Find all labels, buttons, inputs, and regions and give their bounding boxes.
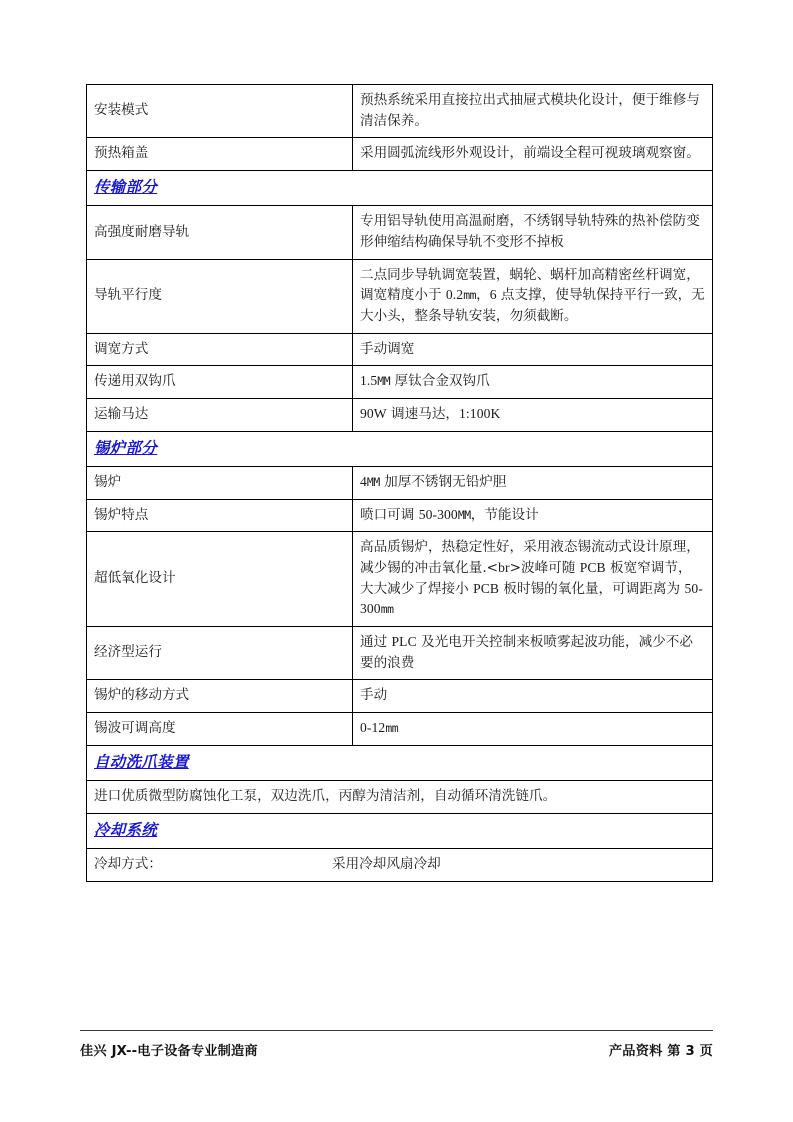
specification-table xyxy=(86,84,713,882)
spec-label-cell: 传递用双钩爪 xyxy=(87,366,353,399)
page-footer xyxy=(80,1030,713,1059)
table-row xyxy=(87,781,713,814)
table-row xyxy=(87,259,713,333)
section-header-cell xyxy=(87,745,713,780)
footer-content xyxy=(80,1040,713,1059)
specification-table-container xyxy=(86,84,712,882)
section-header-cell xyxy=(87,813,713,848)
table-row xyxy=(87,532,713,627)
spec-value-cell: 二点同步导轨调宽装置，蜗轮、蜗杆加高精密丝杆调宽，调宽精度小于 0.2mm，6 点支撑，使导轨保持平行一致，无大小头，整条导轨安装，勿须截断。 xyxy=(353,259,713,333)
spec-value-cell: 预热系统采用直接拉出式抽屉式模块化设计，便于维修与清洁保养。 xyxy=(353,85,713,138)
spec-label-cell: 调宽方式 xyxy=(87,333,353,366)
table-row xyxy=(87,85,713,138)
spec-label-cell: 运输马达 xyxy=(87,398,353,431)
spec-value-cell: 喷口可调 50-300MM，节能设计 xyxy=(353,499,713,532)
spec-value-cell: 高品质锡炉，热稳定性好，采用液态锡流动式设计原理，减少锡的冲击氧化量.<br>波峰可随 PCB 板宽窄调节，大大减少了焊接小 PCB 板时锡的氧化量，可调距离为 50-300mm xyxy=(353,532,713,627)
spec-value-cell: 通过 PLC 及光电开关控制来板喷雾起波功能，减少不必要的浪费 xyxy=(353,626,713,679)
spec-value-cell: 手动调宽 xyxy=(353,333,713,366)
spec-label-cell: 锡波可调高度 xyxy=(87,712,353,745)
spec-value-cell: 采用圆弧流线形外观设计，前端设全程可视玻璃观察窗。 xyxy=(353,138,713,171)
spec-value-cell: 0-12mm xyxy=(353,712,713,745)
specification-table-body xyxy=(87,85,713,882)
spec-value-cell: 手动 xyxy=(353,680,713,713)
table-row xyxy=(87,849,713,882)
table-row xyxy=(87,467,713,500)
section-heading: 自动洗爪装置 xyxy=(94,752,189,771)
table-row xyxy=(87,398,713,431)
table-row xyxy=(87,626,713,679)
spec-label-cell: 经济型运行 xyxy=(87,626,353,679)
spec-label-cell: 超低氧化设计 xyxy=(87,532,353,627)
untabbed-pair-cell xyxy=(87,849,713,882)
table-row xyxy=(87,366,713,399)
table-row xyxy=(87,170,713,205)
table-row xyxy=(87,712,713,745)
spec-label-cell: 锡炉特点 xyxy=(87,499,353,532)
table-row xyxy=(87,813,713,848)
section-header-cell xyxy=(87,431,713,466)
table-row xyxy=(87,680,713,713)
spec-label-cell: 安装模式 xyxy=(87,85,353,138)
footer-page-label: 产品资料 第 3 页 xyxy=(608,1044,713,1059)
spec-label-cell: 锡炉 xyxy=(87,467,353,500)
footer-divider xyxy=(80,1030,713,1031)
footer-company: 佳兴 JX--电子设备专业制造商 xyxy=(80,1044,258,1059)
section-header-cell xyxy=(87,170,713,205)
table-row xyxy=(87,333,713,366)
spec-label-cell: 导轨平行度 xyxy=(87,259,353,333)
spec-value-cell: 专用铝导轨使用高温耐磨，不绣钢导轨特殊的热补偿防变形伸缩结构确保导轨不变形不掉板 xyxy=(353,206,713,259)
table-row xyxy=(87,745,713,780)
section-heading: 锡炉部分 xyxy=(94,438,158,457)
table-row xyxy=(87,206,713,259)
spec-value-cell: 1.5MM 厚钛合金双钩爪 xyxy=(353,366,713,399)
spec-value-cell: 90W 调速马达，1:100K xyxy=(353,398,713,431)
spec-label: 冷却方式： xyxy=(94,856,162,873)
full-width-text-cell: 进口优质微型防腐蚀化工泵，双边洗爪，丙醇为清洁剂，自动循环清洗链爪。 xyxy=(87,781,713,814)
section-heading: 传输部分 xyxy=(94,177,158,196)
section-heading: 冷却系统 xyxy=(94,820,158,839)
spec-value-cell: 4MM 加厚不锈钢无铅炉胆 xyxy=(353,467,713,500)
spec-label-cell: 锡炉的移动方式 xyxy=(87,680,353,713)
table-row xyxy=(87,138,713,171)
table-row xyxy=(87,499,713,532)
spec-label-cell: 高强度耐磨导轨 xyxy=(87,206,353,259)
spec-value: 采用冷却风扇冷却 xyxy=(331,856,441,873)
table-row xyxy=(87,431,713,466)
spec-label-cell: 预热箱盖 xyxy=(87,138,353,171)
